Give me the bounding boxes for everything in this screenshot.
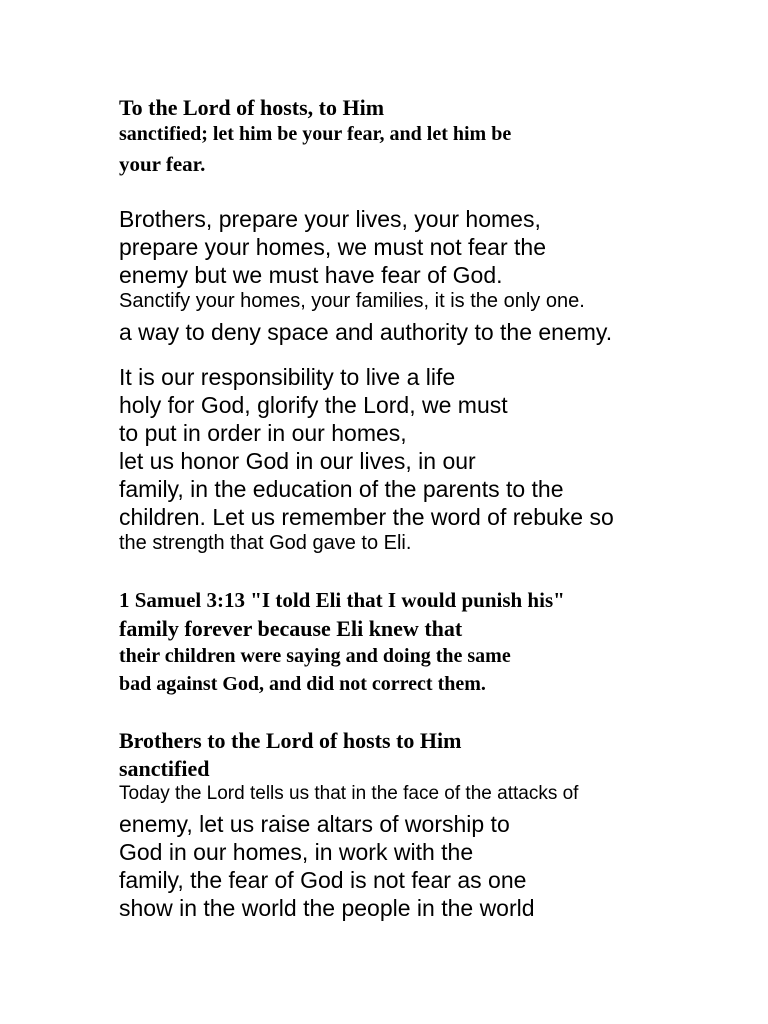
heading-line: sanctified	[119, 756, 210, 781]
body-line: a way to deny space and authority to the enemy.	[119, 319, 613, 345]
body-line: show in the world the people in the world	[119, 895, 535, 921]
scripture-line: family forever because Eli knew that	[119, 616, 463, 641]
body-line: Brothers, prepare your lives, your homes,	[119, 206, 541, 232]
heading-line: To the Lord of hosts, to Him	[119, 95, 385, 120]
scripture-line: 1 Samuel 3:13 "I told Eli that I would punish his"	[119, 588, 565, 612]
scripture-line: their children were saying and doing the same	[119, 645, 511, 667]
body-line: the strength that God gave to Eli.	[119, 532, 412, 554]
body-line: holy for God, glorify the Lord, we must	[119, 392, 508, 418]
heading-line: sanctified; let him be your fear, and let him be	[119, 123, 512, 145]
body-line: to put in order in our homes,	[119, 420, 407, 446]
body-line: God in our homes, in work with the	[119, 839, 474, 865]
body-line: let us honor God in our lives, in our	[119, 448, 476, 474]
body-line: family, in the education of the parents to the	[119, 476, 564, 502]
body-line: Sanctify your homes, your families, it is the only one.	[119, 290, 585, 312]
scripture-line: bad against God, and did not correct them.	[119, 673, 486, 695]
body-line: children. Let us remember the word of rebuke so	[119, 504, 614, 530]
body-line: enemy but we must have fear of God.	[119, 262, 503, 288]
heading-line: your fear.	[119, 152, 206, 176]
body-line: It is our responsibility to live a life	[119, 364, 456, 390]
body-line: enemy, let us raise altars of worship to	[119, 811, 510, 837]
body-line: prepare your homes, we must not fear the	[119, 234, 546, 260]
body-line: family, the fear of God is not fear as one	[119, 867, 527, 893]
body-line: Today the Lord tells us that in the face of the attacks of	[119, 783, 579, 804]
heading-line: Brothers to the Lord of hosts to Him	[119, 728, 462, 753]
